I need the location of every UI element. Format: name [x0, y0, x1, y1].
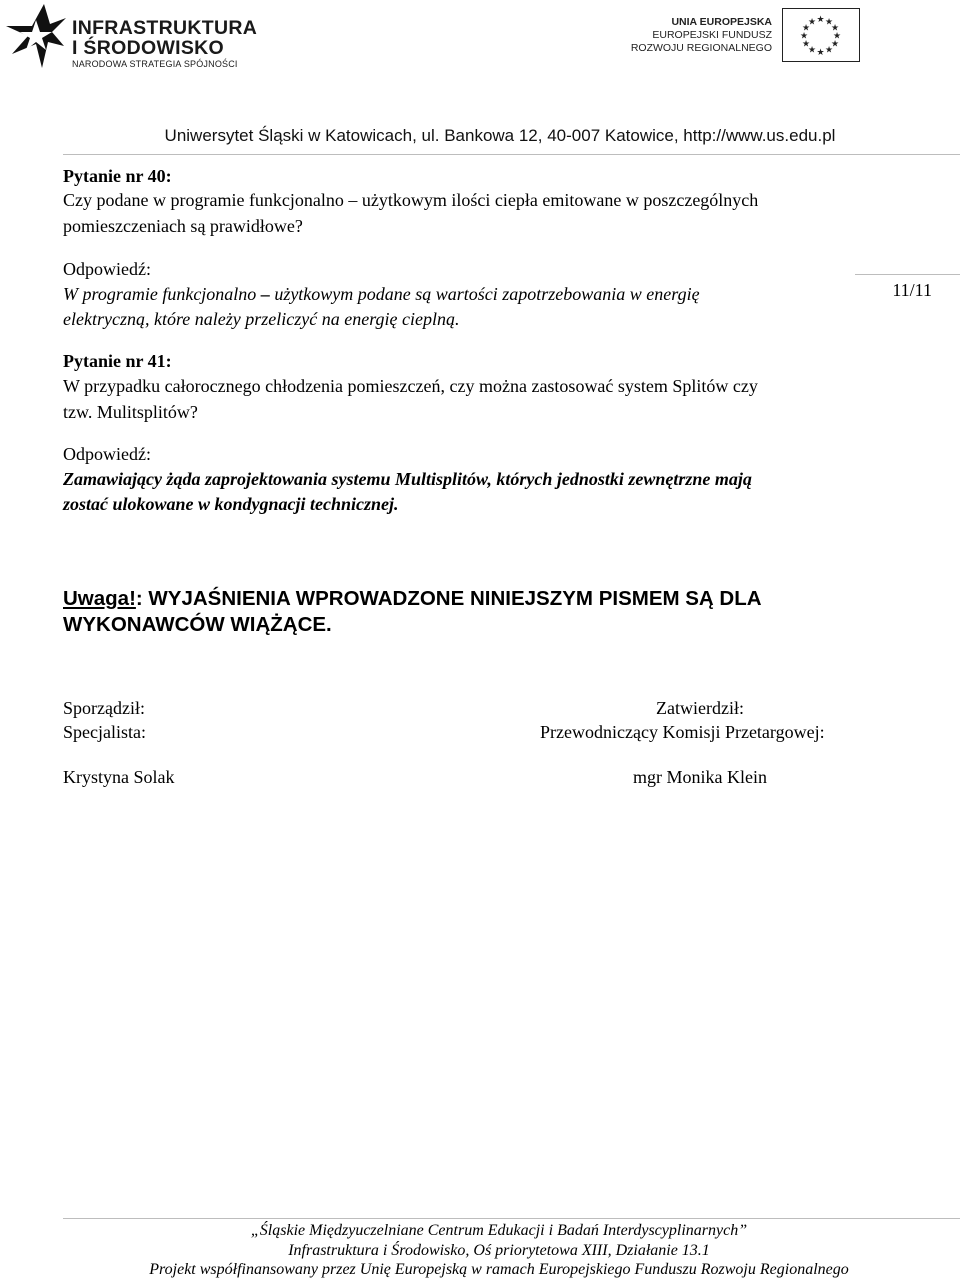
question-41-text-line1: W przypadku całorocznego chłodzenia pomieszczeń, czy można zastosować system Splitów czy: [63, 376, 758, 396]
star-burst-icon: [4, 2, 68, 70]
svg-text:★: ★: [801, 39, 811, 50]
eu-flag-icon: [782, 8, 860, 62]
notice-label: Uwaga!: [63, 587, 136, 610]
svg-text:★: ★: [807, 17, 817, 28]
question-41-label: Pytanie nr 41:: [63, 351, 172, 371]
logo-text-line2: I ŚRODOWISKO: [72, 37, 225, 59]
eu-text-line2: EUROPEJSKI FUNDUSZ: [652, 29, 772, 41]
answer-41-label: Odpowiedź:: [63, 444, 151, 464]
answer-41-text-line1: Zamawiający żąda zaprojektowania systemu Multisplitów, których jednostki zewnętrzne mają: [63, 469, 752, 489]
svg-text:★: ★: [824, 17, 834, 28]
svg-text:★: ★: [801, 23, 811, 34]
svg-text:★: ★: [830, 23, 840, 34]
eu-text-line3: ROZWOJU REGIONALNEGO: [630, 42, 772, 54]
answer-40-label: Odpowiedź:: [63, 259, 151, 279]
binding-notice: [63, 586, 863, 638]
question-41-text-line2: tzw. Mulitsplitów?: [63, 402, 198, 422]
question-40-label: Pytanie nr 40:: [63, 166, 172, 186]
question-40-text-line1: Czy podane w programie funkcjonalno – użytkowym ilości ciepła emitowane w poszczególnych: [63, 190, 759, 210]
page-number: 11/11: [892, 280, 932, 300]
prepared-by-label: Sporządził:: [63, 698, 145, 718]
footer-line3: Projekt współfinansowany przez Unię Europejską w ramach Europejskiego Funduszu Rozwoju Regionalnego: [149, 1261, 849, 1278]
page-number-divider: [855, 274, 960, 275]
footer-line2: Infrastruktura i Środowisko, Oś priorytetowa XIII, Działanie 13.1: [288, 1242, 710, 1259]
eu-text-line1: UNIA EUROPEJSKA: [671, 16, 772, 28]
logo-text-line3: NARODOWA STRATEGIA SPÓJNOŚCI: [72, 59, 238, 69]
notice-text-line2: WYKONAWCÓW WIĄŻĄCE.: [63, 613, 332, 636]
answer-40-part-c: użytkowym podane są wartości zapotrzebowania w energię: [269, 284, 700, 304]
footer-line1: „Śląskie Międzyuczelniane Centrum Edukacji i Badań Interdyscyplinarnych”: [250, 1222, 748, 1239]
answer-40-text-line2: elektryczną, które należy przeliczyć na energię cieplną.: [63, 309, 460, 329]
svg-text:★: ★: [816, 48, 825, 58]
svg-text:★: ★: [807, 45, 817, 56]
svg-text:★: ★: [832, 31, 842, 42]
question-40-text-line2: pomieszczeniach są prawidłowe?: [63, 216, 303, 236]
header-divider: [63, 154, 960, 155]
infrastruktura-logo: [4, 2, 258, 70]
answer-40-text-line1: [63, 282, 700, 307]
answer-40-dash: –: [260, 284, 270, 304]
eu-logo: [630, 4, 862, 62]
svg-text:★: ★: [824, 45, 834, 56]
svg-text:★: ★: [799, 31, 809, 42]
logo-text-line1: INFRASTRUKTURA: [72, 17, 258, 39]
prepared-by-name: Krystyna Solak: [63, 767, 175, 787]
prepared-by-role: Specjalista:: [63, 722, 146, 742]
answer-40-part-a: W programie funkcjonalno: [63, 284, 261, 304]
header-address: Uniwersytet Śląski w Katowicach, ul. Bankowa 12, 40-007 Katowice, http://www.us.edu.pl: [164, 126, 836, 145]
answer-41-text-line2: zostać ulokowane w kondygnacji technicznej.: [63, 494, 399, 514]
approved-by-name: mgr Monika Klein: [633, 767, 767, 787]
footer-divider: [63, 1218, 960, 1219]
approved-by-label: Zatwierdził:: [656, 698, 744, 718]
approved-by-role: Przewodniczący Komisji Przetargowej:: [540, 722, 825, 742]
svg-text:★: ★: [830, 39, 840, 50]
svg-text:★: ★: [816, 15, 825, 25]
notice-text-line1: : WYJAŚNIENIA WPROWADZONE NINIEJSZYM PISMEM SĄ DLA: [135, 587, 762, 610]
